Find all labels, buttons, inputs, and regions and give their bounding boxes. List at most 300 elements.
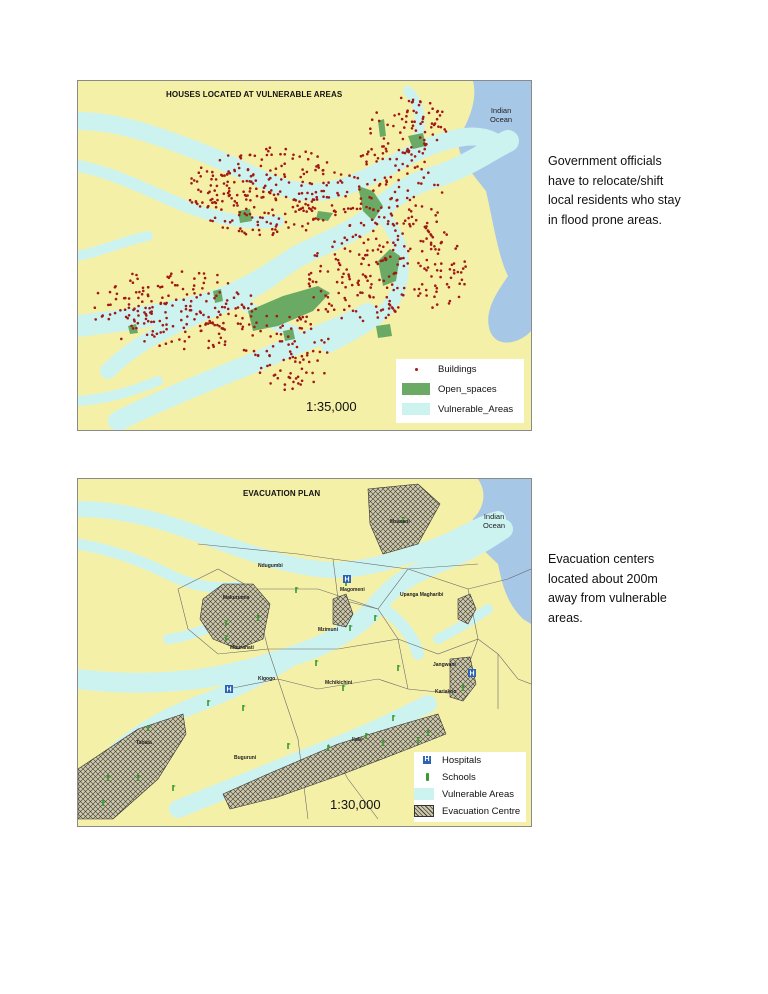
building-dot <box>244 212 247 215</box>
building-dot <box>206 206 209 209</box>
building-dot <box>392 307 395 310</box>
legend-label: Vulnerable Areas <box>442 788 515 800</box>
building-dot <box>120 338 123 341</box>
building-dot <box>255 321 258 324</box>
building-dot <box>172 325 175 328</box>
building-dot <box>287 335 290 338</box>
building-dot <box>207 292 210 295</box>
building-dot <box>436 269 439 272</box>
building-dot <box>143 340 146 343</box>
building-dot <box>234 200 237 203</box>
building-dot <box>245 195 248 198</box>
building-dot <box>153 321 156 324</box>
building-dot <box>392 289 395 292</box>
building-dot <box>228 187 231 190</box>
building-dot <box>443 128 446 131</box>
building-dot <box>293 223 296 226</box>
building-dot <box>385 150 388 153</box>
building-dot <box>301 192 304 195</box>
building-dot <box>135 327 138 330</box>
building-dot <box>461 279 464 282</box>
building-dot <box>433 184 436 187</box>
building-dot <box>209 219 212 222</box>
building-dot <box>227 192 230 195</box>
building-dot <box>327 310 330 313</box>
building-dot <box>351 284 354 287</box>
building-dot <box>322 182 325 185</box>
building-dot <box>419 122 422 125</box>
building-dot <box>440 126 443 129</box>
building-dot <box>277 377 280 380</box>
building-dot <box>125 316 128 319</box>
building-dot <box>285 221 288 224</box>
building-dot <box>395 272 398 275</box>
building-dot <box>239 211 242 214</box>
building-dot <box>428 231 431 234</box>
building-dot <box>272 345 275 348</box>
building-dot <box>302 358 305 361</box>
building-dot <box>372 189 375 192</box>
building-dot <box>358 188 361 191</box>
building-dot <box>220 337 223 340</box>
building-dot <box>430 126 433 129</box>
building-dot <box>130 325 133 328</box>
building-dot <box>394 191 397 194</box>
building-dot <box>228 195 231 198</box>
building-dot <box>301 368 304 371</box>
building-dot <box>191 201 194 204</box>
building-dot <box>302 207 305 210</box>
building-dot <box>241 303 244 306</box>
building-dot <box>199 310 202 313</box>
building-dot <box>266 154 269 157</box>
building-dot <box>198 272 201 275</box>
building-dot <box>219 313 222 316</box>
building-dot <box>119 309 122 312</box>
open-space <box>283 329 295 341</box>
building-dot <box>464 265 467 268</box>
building-dot <box>436 211 439 214</box>
building-dot <box>115 298 118 301</box>
building-dot <box>323 372 326 375</box>
building-dot <box>250 315 253 318</box>
building-dot <box>307 222 310 225</box>
building-dot <box>388 206 391 209</box>
building-dot <box>108 318 111 321</box>
building-dot <box>141 300 144 303</box>
building-dot <box>370 148 373 151</box>
building-dot <box>210 178 213 181</box>
building-dot <box>326 196 329 199</box>
building-dot <box>360 222 363 225</box>
building-dot <box>319 270 322 273</box>
building-dot <box>298 155 301 158</box>
building-dot <box>145 314 148 317</box>
building-dot <box>385 148 388 151</box>
building-dot <box>214 307 217 310</box>
building-dot <box>389 255 392 258</box>
map-scale: 1:35,000 <box>306 399 357 414</box>
building-dot <box>165 323 168 326</box>
building-dot <box>226 181 229 184</box>
building-dot <box>304 203 307 206</box>
building-dot <box>449 300 452 303</box>
building-dot <box>462 267 465 270</box>
building-dot <box>97 292 100 295</box>
building-dot <box>437 252 440 255</box>
building-dot <box>388 300 391 303</box>
building-dot <box>236 202 239 205</box>
school-icon <box>315 660 319 666</box>
building-dot <box>213 297 216 300</box>
building-dot <box>275 184 278 187</box>
legend-item-evacuation-centre <box>414 803 520 819</box>
building-dot <box>315 281 318 284</box>
building-dot <box>337 259 340 262</box>
building-dot <box>216 316 219 319</box>
building-dot <box>196 203 199 206</box>
building-dot <box>227 170 230 173</box>
building-dot <box>190 182 193 185</box>
building-dot <box>405 121 408 124</box>
building-dot <box>251 334 254 337</box>
building-dot <box>405 115 408 118</box>
building-dot <box>260 196 263 199</box>
building-dot <box>333 240 336 243</box>
building-dot <box>251 310 254 313</box>
building-dot <box>231 219 234 222</box>
building-dot <box>263 212 266 215</box>
building-dot <box>171 304 174 307</box>
building-dot <box>287 343 290 346</box>
building-dot <box>315 196 318 199</box>
building-dot <box>386 286 389 289</box>
building-dot <box>226 227 229 230</box>
building-dot <box>371 218 374 221</box>
building-dot <box>396 199 399 202</box>
building-dot <box>322 195 325 198</box>
building-dot <box>314 207 317 210</box>
building-dot <box>250 175 253 178</box>
building-dot <box>136 278 139 281</box>
building-dot <box>201 287 204 290</box>
building-dot <box>316 198 319 201</box>
map-legend <box>396 359 524 423</box>
building-dot <box>425 294 428 297</box>
building-dot <box>333 308 336 311</box>
building-dot <box>128 297 131 300</box>
evacuation-plan-map <box>77 478 532 827</box>
ward-label: Mchikichini <box>325 680 353 686</box>
building-dot <box>408 100 411 103</box>
building-dot <box>434 284 437 287</box>
building-dot <box>241 328 244 331</box>
legend-label: Buildings <box>438 363 477 375</box>
building-dot <box>252 173 255 176</box>
building-dot <box>301 225 304 228</box>
building-dot <box>243 349 246 352</box>
ward-label: Buguruni <box>234 755 257 761</box>
building-dot <box>235 314 238 317</box>
building-dot <box>393 114 396 117</box>
building-dot <box>401 118 404 121</box>
building-dot <box>159 331 162 334</box>
building-dot <box>215 202 218 205</box>
building-dot <box>269 192 272 195</box>
legend-item-vulnerable-areas <box>402 401 513 417</box>
building-dot <box>402 138 405 141</box>
building-dot <box>309 285 312 288</box>
building-dot <box>407 189 410 192</box>
school-icon <box>397 665 401 671</box>
building-dot <box>305 371 308 374</box>
building-dot <box>276 315 279 318</box>
building-dot <box>147 320 150 323</box>
building-dot <box>328 303 331 306</box>
building-dot <box>304 150 307 153</box>
building-dot <box>420 182 423 185</box>
building-dot <box>372 230 375 233</box>
ward-label: Ndugumbi <box>258 563 283 569</box>
building-dot <box>237 306 240 309</box>
building-dot <box>143 311 146 314</box>
vulnerable-area-swatch <box>414 788 434 800</box>
building-dot <box>222 226 225 229</box>
legend-item-buildings <box>402 361 477 377</box>
building-dot <box>289 350 292 353</box>
building-dot <box>276 223 279 226</box>
building-dot <box>289 377 292 380</box>
building-dot <box>147 286 150 289</box>
building-dot <box>176 284 179 287</box>
building-dot <box>233 181 236 184</box>
building-dot <box>449 268 452 271</box>
building-dot <box>279 369 282 372</box>
building-dot <box>128 314 131 317</box>
building-dot <box>331 246 334 249</box>
building-dot <box>386 241 389 244</box>
building-dot <box>141 293 144 296</box>
building-dot <box>383 280 386 283</box>
building-dot <box>259 234 262 237</box>
building-dot <box>254 308 257 311</box>
building-dot <box>436 303 439 306</box>
building-dot <box>200 329 203 332</box>
building-dot <box>236 194 239 197</box>
open-space-swatch <box>402 383 430 395</box>
building-dot <box>212 174 215 177</box>
building-dot <box>411 159 414 162</box>
building-dot <box>430 275 433 278</box>
building-dot <box>262 190 265 193</box>
building-dot <box>261 158 264 161</box>
building-dot <box>180 319 183 322</box>
building-dot <box>402 294 405 297</box>
building-dot <box>347 273 350 276</box>
building-dot <box>431 107 434 110</box>
building-dot <box>427 266 430 269</box>
building-dot <box>273 194 276 197</box>
building-dot <box>195 296 198 299</box>
building-dot <box>340 173 343 176</box>
building-dot <box>347 207 350 210</box>
building-dot <box>242 326 245 329</box>
building-dot <box>137 305 140 308</box>
building-dot <box>359 207 362 210</box>
building-dot <box>311 193 314 196</box>
building-dot <box>309 182 312 185</box>
building-dot <box>145 318 148 321</box>
building-dot <box>419 240 422 243</box>
building-dot <box>334 214 337 217</box>
building-dot <box>133 320 136 323</box>
building-dot <box>428 112 431 115</box>
building-dot <box>398 149 401 152</box>
hospital-icon <box>468 669 476 678</box>
building-dot <box>382 246 385 249</box>
building-dot <box>223 182 226 185</box>
ward-label: Jangwani <box>433 662 456 668</box>
building-dot <box>419 265 422 268</box>
building-dot <box>303 173 306 176</box>
building-dot <box>456 245 459 248</box>
building-dot <box>463 260 466 263</box>
building-dot <box>363 242 366 245</box>
building-dot <box>400 97 403 100</box>
building-dot <box>425 237 428 240</box>
building-dot <box>182 298 185 301</box>
building-dot <box>343 236 346 239</box>
building-dot <box>170 272 173 275</box>
building-dot <box>279 326 282 329</box>
map-title: EVACUATION PLAN <box>243 489 321 498</box>
legend-item-schools <box>420 769 476 785</box>
building-dot <box>315 165 318 168</box>
building-dot <box>358 185 361 188</box>
building-dot <box>135 274 138 277</box>
building-dot <box>348 305 351 308</box>
building-dot <box>407 250 410 253</box>
building-dot <box>419 101 422 104</box>
building-dot <box>109 313 112 316</box>
building-dot <box>307 158 310 161</box>
building-dot <box>264 185 267 188</box>
building-dot <box>421 121 424 124</box>
building-dot <box>316 155 319 158</box>
ocean-label: Indian Ocean <box>490 106 513 124</box>
building-dot <box>330 304 333 307</box>
building-dot <box>415 219 418 222</box>
building-dot <box>415 129 418 132</box>
building-dot <box>427 171 430 174</box>
building-dot <box>384 176 387 179</box>
building-dot <box>114 312 117 315</box>
building-dot <box>183 348 186 351</box>
building-dot <box>219 159 222 162</box>
building-dot <box>335 258 338 261</box>
building-dot <box>401 163 404 166</box>
building-dot <box>269 169 272 172</box>
building-dot <box>256 221 259 224</box>
building-dot <box>183 327 186 330</box>
building-dot <box>386 181 389 184</box>
building-dot <box>245 208 248 211</box>
building-dot <box>221 327 224 330</box>
building-dot <box>274 174 277 177</box>
building-dot <box>370 197 373 200</box>
building-dot <box>310 152 313 155</box>
building-dot <box>327 181 330 184</box>
building-dot <box>435 290 438 293</box>
building-dot <box>380 251 383 254</box>
building-dot <box>377 316 380 319</box>
building-dot <box>292 381 295 384</box>
building-dot <box>375 305 378 308</box>
building-dot <box>248 180 251 183</box>
building-dot <box>362 154 365 157</box>
building-dot <box>242 306 245 309</box>
building-dot <box>185 308 188 311</box>
building-dot <box>184 340 187 343</box>
building-dot <box>239 155 242 158</box>
building-dot <box>269 382 272 385</box>
building-dot <box>185 305 188 308</box>
building-dot <box>312 350 315 353</box>
building-dot <box>418 150 421 153</box>
building-dot <box>390 212 393 215</box>
building-dot <box>378 184 381 187</box>
building-dot <box>346 191 349 194</box>
building-dot <box>132 309 135 312</box>
building-dot <box>226 184 229 187</box>
map-scale: 1:30,000 <box>330 797 381 812</box>
building-dot <box>248 323 251 326</box>
building-dot <box>415 111 418 114</box>
building-dot <box>437 125 440 128</box>
building-dot <box>454 247 457 250</box>
building-dot <box>333 171 336 174</box>
building-dot <box>299 176 302 179</box>
building-dot <box>148 307 151 310</box>
building-dot <box>430 208 433 211</box>
building-dot <box>189 199 192 202</box>
building-dot <box>395 158 398 161</box>
building-dot <box>280 333 283 336</box>
building-dot <box>396 287 399 290</box>
building-dot <box>366 249 369 252</box>
building-dot <box>270 153 273 156</box>
building-dot <box>390 176 393 179</box>
building-dot <box>131 273 134 276</box>
building-dot <box>392 125 395 128</box>
building-dot <box>412 110 415 113</box>
building-dot <box>214 217 217 220</box>
building-dot <box>359 316 362 319</box>
building-dot <box>199 175 202 178</box>
building-dot <box>290 327 293 330</box>
building-dot <box>366 183 369 186</box>
building-dot <box>301 380 304 383</box>
building-dot <box>453 272 456 275</box>
building-dot <box>222 322 225 325</box>
building-dot <box>422 152 425 155</box>
building-dot <box>178 338 181 341</box>
building-dot <box>343 208 346 211</box>
svg-text:H: H <box>469 670 475 678</box>
building-dot <box>193 318 196 321</box>
building-dot <box>384 258 387 261</box>
building-dot <box>322 169 325 172</box>
